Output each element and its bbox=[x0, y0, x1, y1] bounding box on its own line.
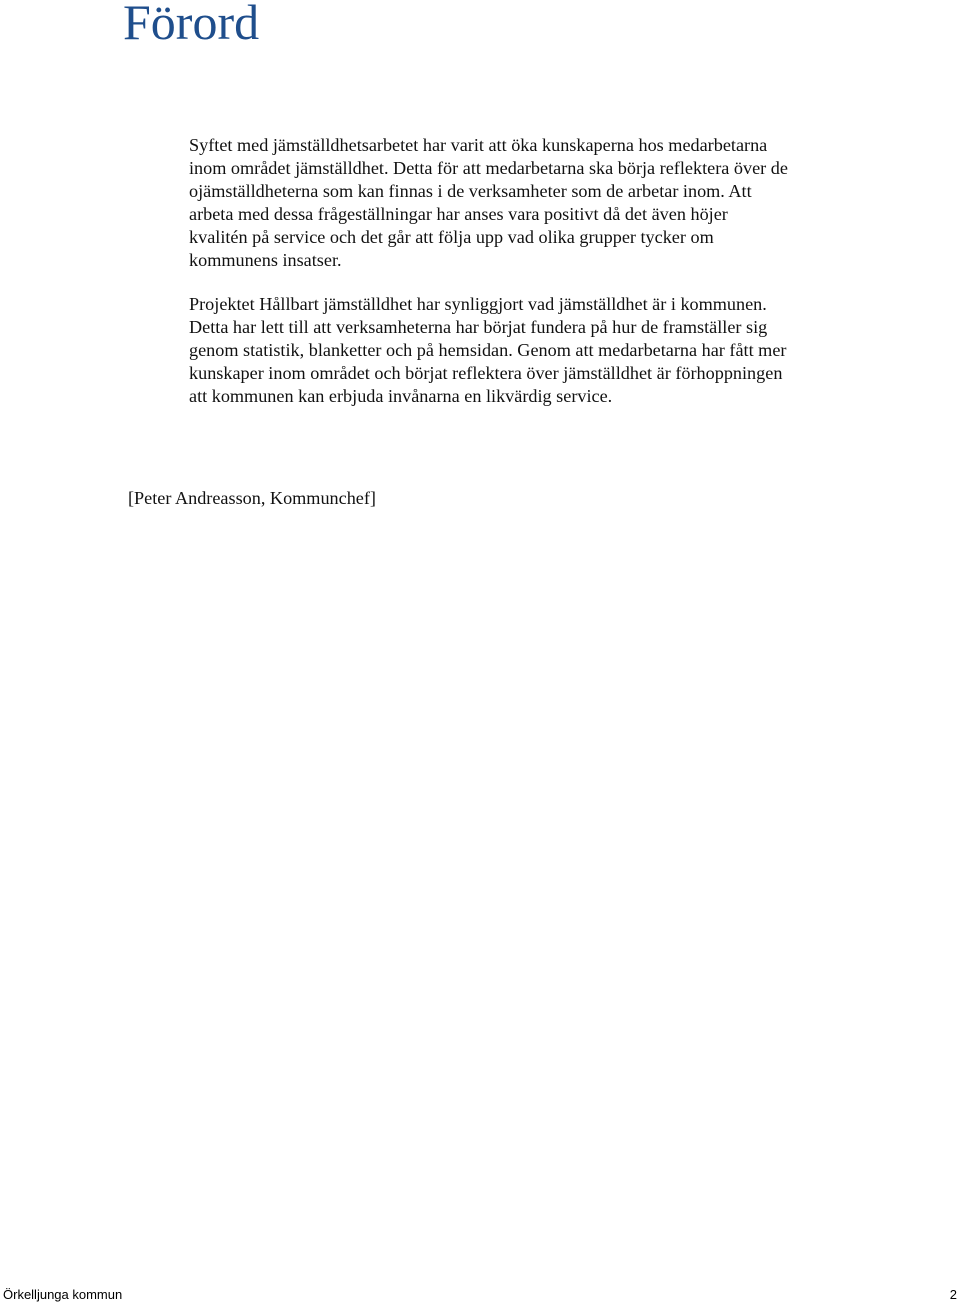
signature: [Peter Andreasson, Kommunchef] bbox=[128, 488, 376, 508]
body-text bbox=[189, 134, 789, 429]
paragraph: Projektet Hållbart jämställdhet har synliggjort vad jämställdhet är i kommunen. Detta har lett till att verksamheterna har börjat fundera på hur de framställer sig genom statistik, blanketter och på hemsidan. Genom att medarbetarna har fått mer kunskaper inom området och börjat reflektera över jämställdhet är förhoppningen att kommunen kan erbjuda invånarna en likvärdig service. bbox=[189, 294, 787, 406]
footer-organization: Örkelljunga kommun bbox=[3, 1287, 123, 1302]
page-number: 2 bbox=[949, 1287, 957, 1302]
page-title: Förord bbox=[123, 0, 260, 50]
paragraph: Syftet med jämställdhetsarbetet har varit att öka kunskaperna hos medarbetarna inom området jämställdhet. Detta för att medarbetarna ska börja reflektera över de ojämställdheterna som kan finnas i de verksamheter som de arbetar inom. Att arbeta med dessa frågeställningar har anses vara positivt då det även höjer kvalitén på service och det går att följa upp vad olika grupper tycker om kommunens insatser. bbox=[189, 135, 788, 270]
